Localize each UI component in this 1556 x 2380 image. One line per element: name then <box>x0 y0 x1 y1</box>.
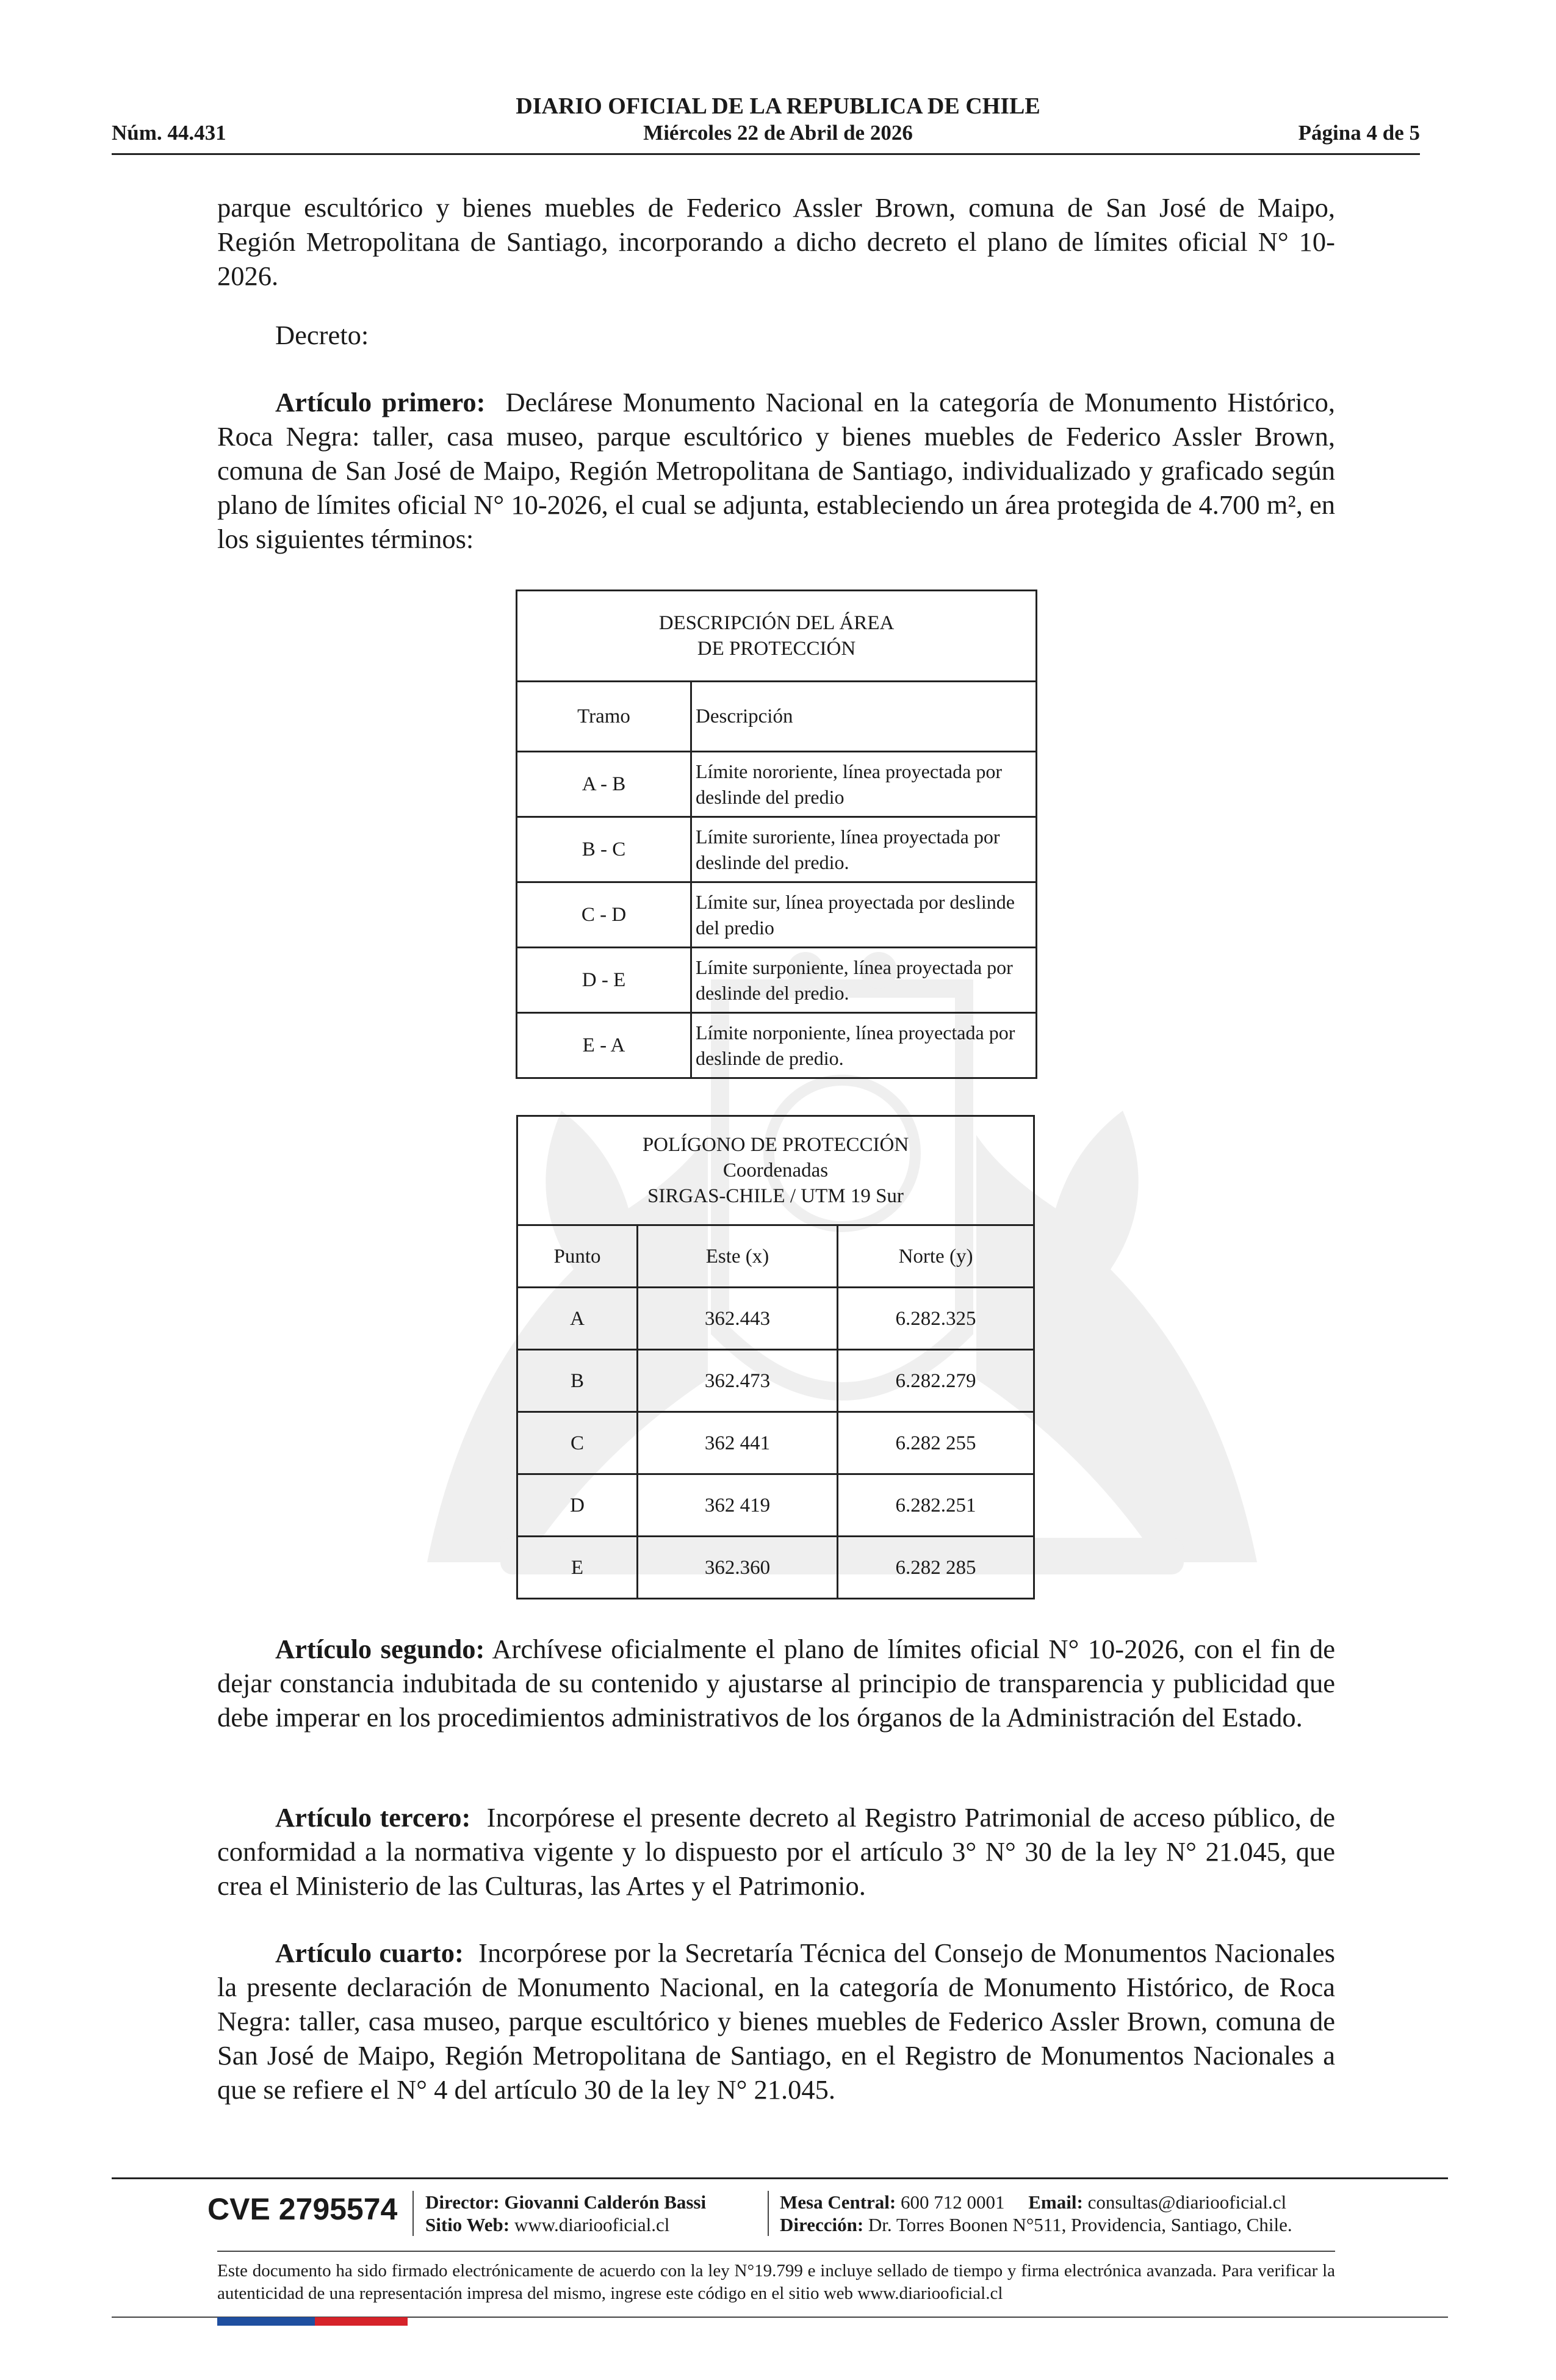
polygon-coordinates-table <box>516 1115 1035 1599</box>
article-1 <box>217 385 1335 556</box>
article-3-text: Incorpórese el presente decreto al Registro Patrimonial de acceso público, de conformidad a la normativa vigente y lo dispuesto por el artículo 3° N° 30 de la ley N° 21.045, que crea el Ministerio de las Culturas, las Artes y el Patrimonio. <box>217 1802 1335 1901</box>
norte-cell: 6.282 255 <box>838 1412 1034 1474</box>
area-table-title-1: DESCRIPCIÓN DEL ÁREA <box>658 612 895 634</box>
table-row <box>517 1013 1037 1078</box>
area-table-header <box>517 591 1037 682</box>
table-row <box>517 1537 1034 1599</box>
descripcion-cell: Límite sur, línea proyectada por deslinde del predio <box>691 882 1037 948</box>
este-cell: 362 441 <box>638 1412 838 1474</box>
issue-date: Miércoles 22 de Abril de 2026 <box>643 121 913 145</box>
email-label: Email: <box>1028 2191 1083 2213</box>
tramo-cell: A - B <box>517 752 691 817</box>
polygon-table-title-3: SIRGAS-CHILE / UTM 19 Sur <box>647 1185 904 1207</box>
punto-cell: B <box>517 1350 638 1412</box>
area-description-table <box>516 590 1037 1079</box>
tramo-cell: B - C <box>517 817 691 882</box>
este-cell: 362 419 <box>638 1474 838 1537</box>
table-row <box>517 1350 1034 1412</box>
punto-cell: D <box>517 1474 638 1537</box>
col-header-este: Este (x) <box>638 1225 838 1288</box>
table-row <box>517 948 1037 1013</box>
table-row <box>517 752 1037 817</box>
punto-cell: E <box>517 1537 638 1599</box>
decreto-label: Decreto: <box>275 320 369 350</box>
intro-paragraph: parque escultórico y bienes muebles de Federico Assler Brown, comuna de San José de Maipo, Región Metropolitana de Santiago, incorporando a dicho decreto el plano de límites oficial N° 10-2026. <box>217 192 1335 291</box>
article-3 <box>217 1800 1335 1903</box>
descripcion-cell: Límite norponiente, línea proyectada por deslinde de predio. <box>691 1013 1037 1078</box>
article-3-label: Artículo tercero: <box>275 1802 471 1833</box>
este-cell: 362.443 <box>638 1288 838 1350</box>
article-4-text: Incorpórese por la Secretaría Técnica del Consejo de Monumentos Nacionales la presente declaración de Monumento Nacional, en la categoría de Monumento Histórico, de Roca Negra: taller, casa museo, parque escultórico y bienes muebles de Federico Assler Brown, comuna de San José de Maipo, Región Metropolitana de Santiago, en el Registro de Monumentos Nacionales a que se refiere el N° 4 del artículo 30 de la ley N° 21.045. <box>217 1938 1335 2105</box>
col-header-descripcion: Descripción <box>691 682 1037 752</box>
footer-separator <box>768 2191 769 2236</box>
flag-stripe-blue <box>217 2317 315 2326</box>
tramo-cell: D - E <box>517 948 691 1013</box>
descripcion-cell: Límite suroriente, línea proyectada por deslinde del predio. <box>691 817 1037 882</box>
norte-cell: 6.282.251 <box>838 1474 1034 1537</box>
article-4-label: Artículo cuarto: <box>275 1938 464 1968</box>
norte-cell: 6.282.279 <box>838 1350 1034 1412</box>
header-divider <box>112 153 1420 155</box>
director-name: Giovanni Calderón Bassi <box>504 2191 707 2213</box>
footer-director-block <box>425 2191 706 2236</box>
cve-code: CVE 2795574 <box>207 2192 398 2226</box>
article-2-text: Archívese oficialmente el plano de límites oficial N° 10-2026, con el fin de dejar constancia indubitada de su contenido y ajustarse al principio de transparencia y publicidad que debe imperar en los procedimientos administrativos de los órganos de la Administración del Estado. <box>217 1634 1335 1733</box>
mesa-label: Mesa Central: <box>780 2191 896 2213</box>
email-link[interactable]: consultas@diariooficial.cl <box>1087 2191 1287 2213</box>
footer-divider <box>112 2177 1448 2179</box>
article-2 <box>217 1632 1335 1734</box>
area-table-title-2: DE PROTECCIÓN <box>697 638 856 660</box>
table-row <box>517 1412 1034 1474</box>
punto-cell: A <box>517 1288 638 1350</box>
page-indicator: Página 4 de 5 <box>1298 121 1420 145</box>
este-cell: 362.360 <box>638 1537 838 1599</box>
col-header-punto: Punto <box>517 1225 638 1288</box>
issue-number: Núm. 44.431 <box>112 121 226 145</box>
table-row <box>517 1474 1034 1537</box>
footer-inner-divider <box>217 2251 1335 2252</box>
article-4 <box>217 1936 1335 2107</box>
norte-cell: 6.282.325 <box>838 1288 1034 1350</box>
mesa-phone: 600 712 0001 <box>901 2191 1005 2213</box>
footer-contact-block <box>780 2191 1292 2236</box>
descripcion-cell: Límite nororiente, línea proyectada por deslinde del predio <box>691 752 1037 817</box>
polygon-table-header <box>517 1116 1034 1225</box>
signature-note: Este documento ha sido firmado electrónicamente de acuerdo con la ley N°19.799 e incluye sellado de tiempo y firma electrónica avanzada. Para verificar la autenticidad de una representación impresa del mismo, ingrese este código en el sitio web www.diariooficial.cl <box>217 2261 1335 2303</box>
article-1-label: Artículo primero: <box>275 387 486 417</box>
col-header-norte: Norte (y) <box>838 1225 1034 1288</box>
punto-cell: C <box>517 1412 638 1474</box>
este-cell: 362.473 <box>638 1350 838 1412</box>
footer-separator <box>412 2191 414 2236</box>
article-2-label: Artículo segundo: <box>275 1634 485 1664</box>
sitio-link[interactable]: www.diariooficial.cl <box>514 2214 670 2235</box>
table-row <box>517 1288 1034 1350</box>
col-header-tramo: Tramo <box>517 682 691 752</box>
flag-stripe-red <box>315 2317 408 2326</box>
direccion-value: Dr. Torres Boonen N°511, Providencia, Santiago, Chile. <box>868 2214 1292 2235</box>
newspaper-title: DIARIO OFICIAL DE LA REPUBLICA DE CHILE <box>516 93 1040 119</box>
tramo-cell: E - A <box>517 1013 691 1078</box>
director-label: Director: <box>425 2191 500 2213</box>
polygon-table-title-1: POLÍGONO DE PROTECCIÓN <box>642 1134 909 1156</box>
article-1-text: Declárese Monumento Nacional en la categoría de Monumento Histórico, Roca Negra: taller, casa museo, parque escultórico y bienes muebles de Federico Assler Brown, comuna de San José de Maipo, Región Metropolitana de Santiago, individualizado y graficado según plano de límites oficial N° 10-2026, el cual se adjunta, estableciendo un área protegida de 4.700 m², en los siguientes términos: <box>217 387 1335 554</box>
norte-cell: 6.282 285 <box>838 1537 1034 1599</box>
polygon-table-title-2: Coordenadas <box>722 1159 829 1181</box>
tramo-cell: C - D <box>517 882 691 948</box>
descripcion-cell: Límite surponiente, línea proyectada por deslinde del predio. <box>691 948 1037 1013</box>
table-row <box>517 882 1037 948</box>
table-row <box>517 817 1037 882</box>
direccion-label: Dirección: <box>780 2214 864 2235</box>
sitio-label: Sitio Web: <box>425 2214 510 2235</box>
